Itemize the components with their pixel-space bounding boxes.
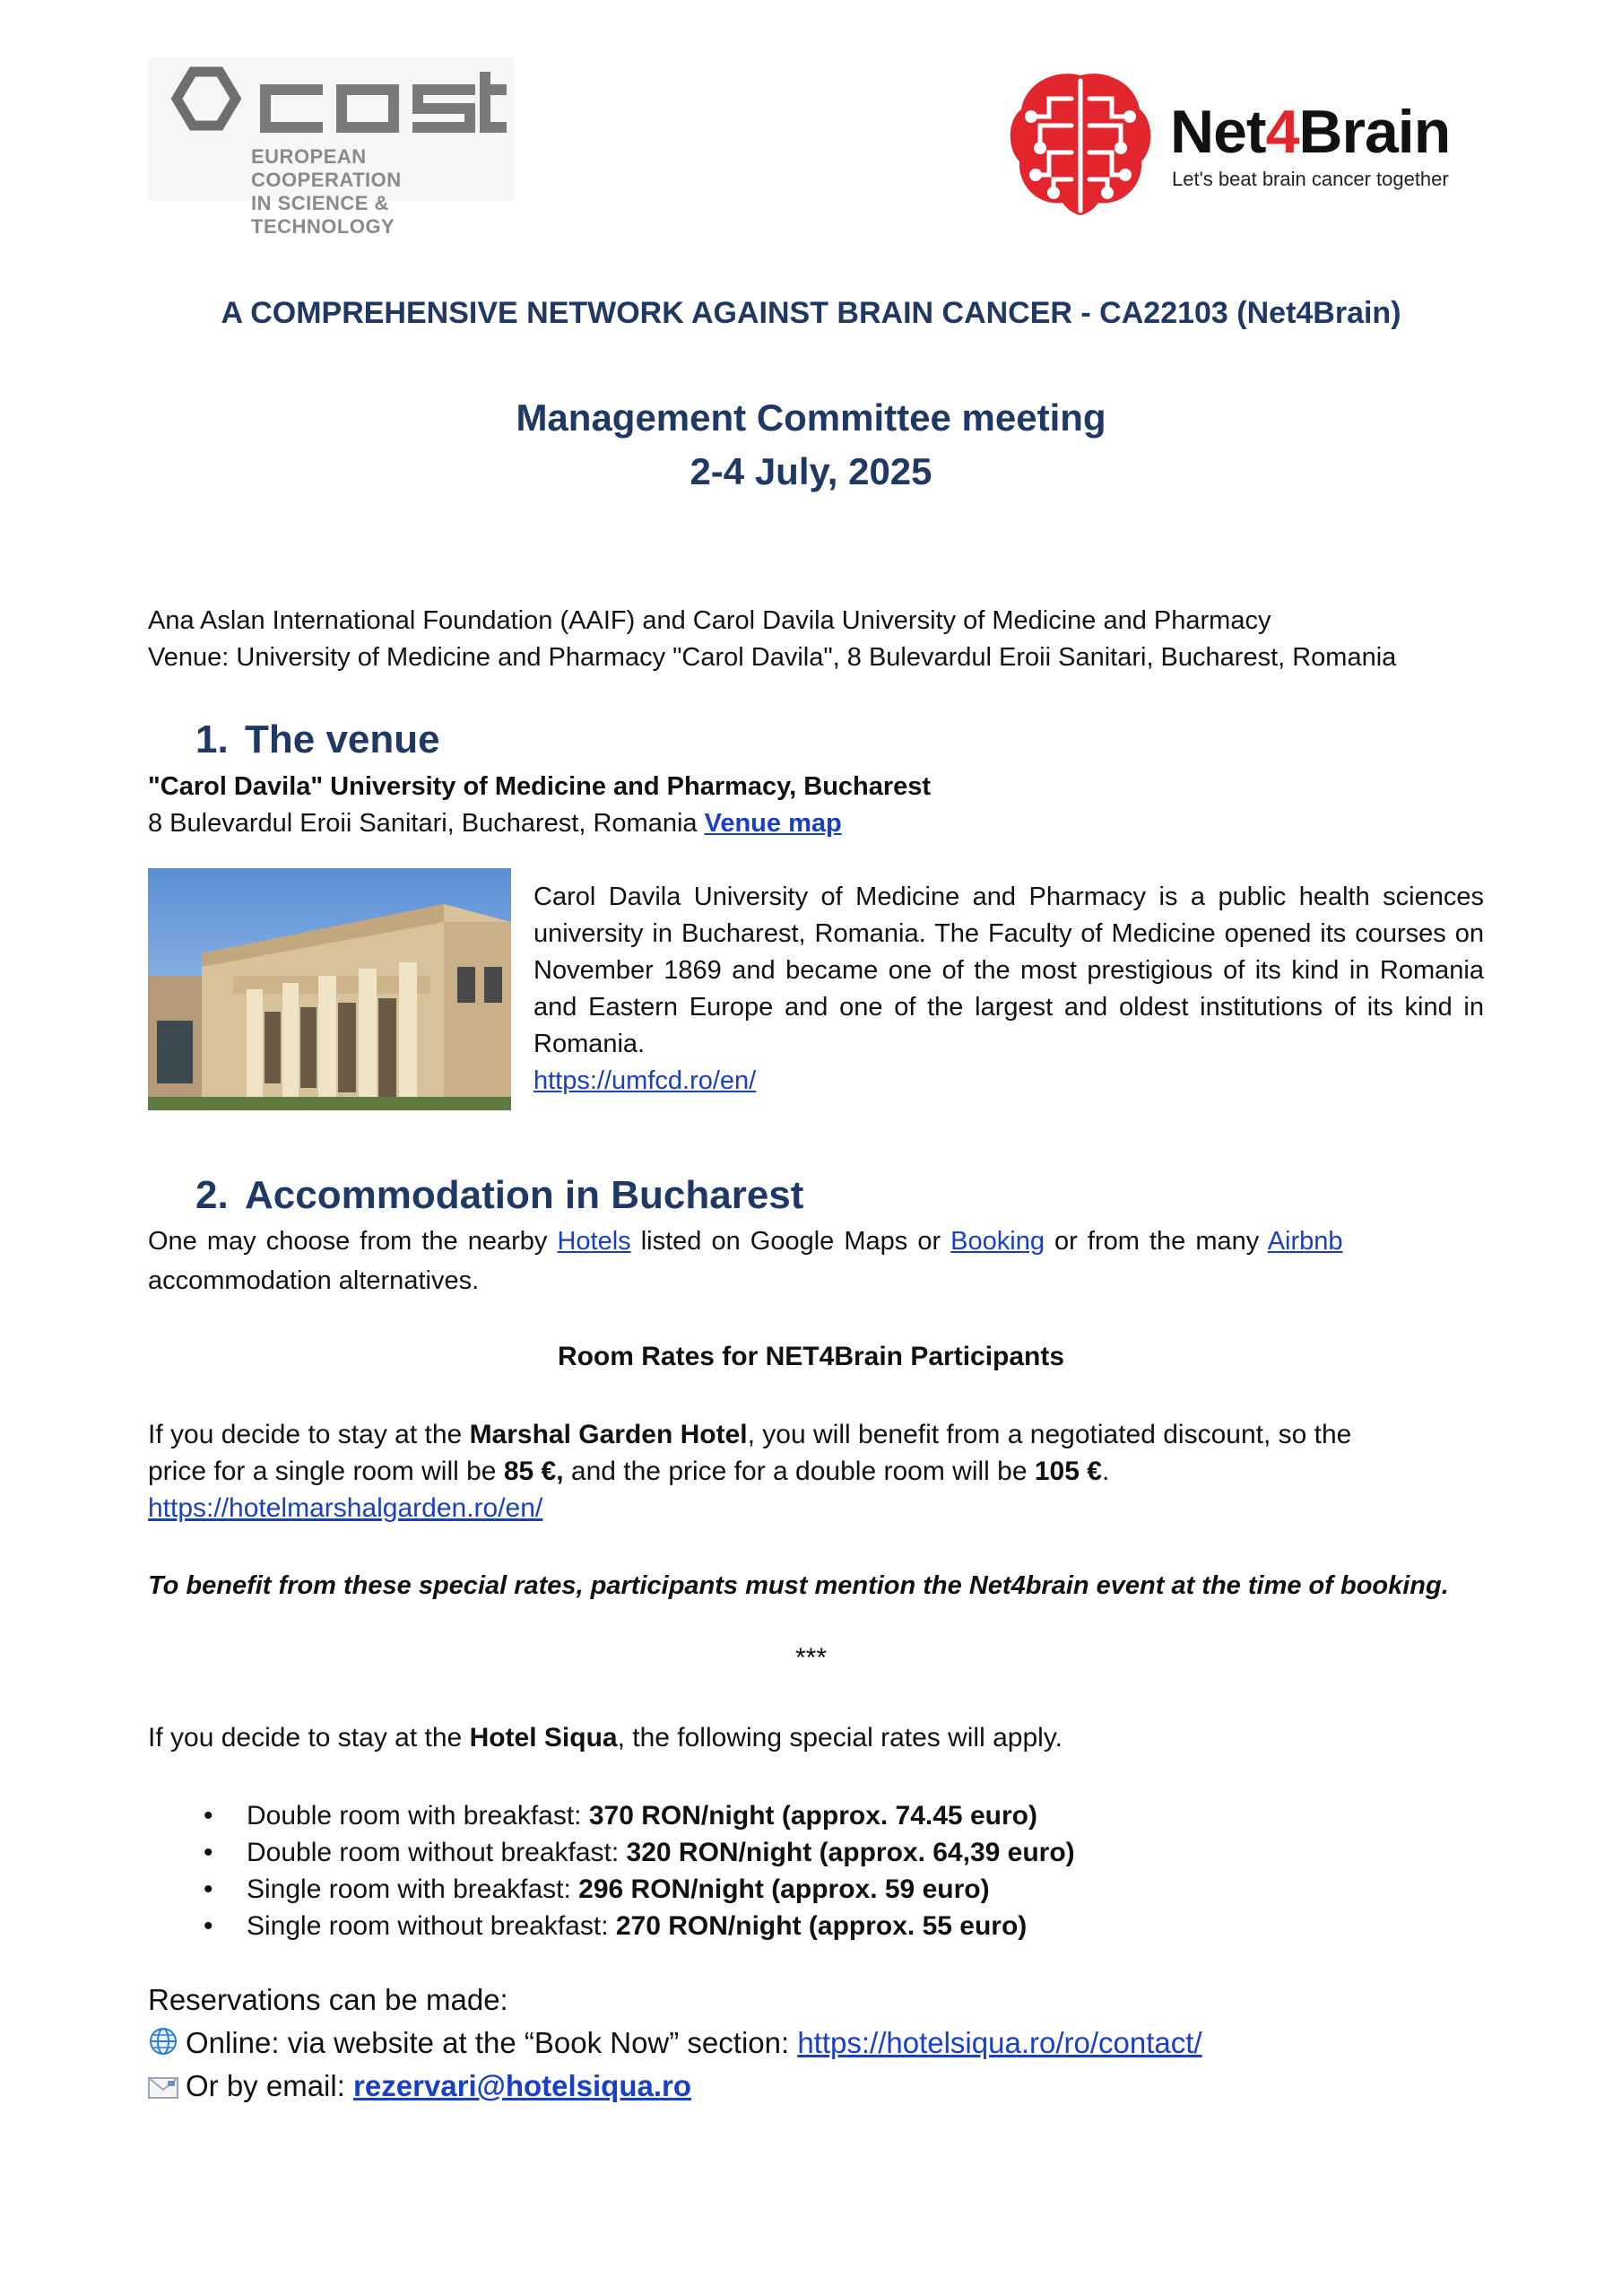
online-text: Online: via website at the “Book Now” section: [186, 2026, 798, 2059]
email-icon [148, 2076, 178, 2100]
rate-label: Single room with breakfast: [247, 1874, 579, 1904]
section-2-heading [195, 1173, 803, 1218]
meeting-title: Management Committee meeting [516, 396, 1106, 439]
marshal-text-e: . [1101, 1457, 1110, 1486]
venue-address: 8 Bulevardul Eroii Sanitari, Bucharest, Romania [148, 809, 705, 838]
cost-logo [148, 57, 514, 238]
accommodation-text-c: or from the many [1044, 1227, 1268, 1256]
globe-icon [148, 2026, 178, 2057]
net4brain-wordmark [1170, 97, 1450, 167]
list-item [148, 1908, 1075, 1944]
section-1-title: The venue [245, 718, 440, 761]
venue-name: "Carol Davila" University of Medicine and Pharmacy, Bucharest [148, 772, 932, 801]
venue-description-text: Carol Davila University of Medicine and Pharmacy is a public health sciences university in Bucharest, Romania. The Faculty of Medicine opened its courses on November 1869 and became one of the most prestigious of its kind in Romania and Eastern Europe and one of the largest and oldest institutions of its kind in Romania. [533, 883, 1484, 1058]
venue-address-line [148, 805, 842, 841]
siqua-text-a: If you decide to stay at the [148, 1723, 470, 1752]
cost-logo-icon [157, 65, 508, 145]
marshal-text-c: price for a single room will be [148, 1457, 504, 1486]
brain-circuit-icon [1000, 63, 1161, 224]
siqua-email-link[interactable]: rezervari@hotelsiqua.ro [353, 2069, 692, 2102]
rate-price: 296 RON/night (approx. 59 euro) [578, 1874, 990, 1904]
rate-label: Double room with breakfast: [247, 1801, 589, 1831]
booking-link[interactable]: Booking [950, 1227, 1045, 1256]
cost-subtitle [251, 145, 514, 239]
cost-subtitle-line-2: IN SCIENCE & TECHNOLOGY [251, 192, 395, 238]
marshal-line-2 [148, 1454, 1109, 1490]
marshal-hotel-name: Marshal Garden Hotel [469, 1420, 748, 1449]
reservations-heading: Reservations can be made: [148, 1983, 508, 2016]
action-title: A COMPREHENSIVE NETWORK AGAINST BRAIN CANCER - CA22103 (Net4Brain) [221, 296, 1401, 330]
hotels-link[interactable]: Hotels [557, 1227, 631, 1256]
accommodation-text-b: listed on Google Maps or [630, 1227, 951, 1256]
reservation-email-line [148, 2068, 691, 2104]
net4brain-tagline: Let's beat brain cancer together [1172, 168, 1449, 190]
marshal-double-price: 105 € [1034, 1457, 1102, 1486]
special-rates-note: To benefit from these special rates, participants must mention the Net4brain event at the time of booking. [148, 1571, 1449, 1600]
wordmark-4: 4 [1265, 98, 1299, 166]
meeting-dates: 2-4 July, 2025 [690, 450, 932, 492]
building-illustration [148, 868, 511, 1110]
marshal-text-b: , you will benefit from a negotiated discount, so the [747, 1420, 1352, 1449]
siqua-hotel-name: Hotel Siqua [469, 1723, 618, 1752]
marshal-line-1 [148, 1417, 1351, 1453]
rate-label: Single room without breakfast: [247, 1911, 616, 1941]
marshal-website-link[interactable]: https://hotelmarshalgarden.ro/en/ [148, 1493, 543, 1523]
rate-price: 320 RON/night (approx. 64,39 euro) [626, 1838, 1075, 1867]
venue-line: Venue: University of Medicine and Pharmacy "Carol Davila", 8 Bulevardul Eroii Sanitari, Bucharest, Romania [148, 643, 1397, 672]
marshal-single-price: 85 €, [503, 1457, 564, 1486]
net4brain-logo [1000, 63, 1502, 224]
reservation-online-line [148, 2025, 1202, 2061]
venue-description [533, 879, 1484, 1100]
marshal-url-line [148, 1491, 542, 1526]
list-item [148, 1797, 1075, 1834]
section-1-number: 1. [195, 718, 229, 761]
email-text: Or by email: [186, 2069, 354, 2102]
accommodation-text-a: One may choose from the nearby [148, 1227, 558, 1256]
rate-label: Double room without breakfast: [247, 1838, 627, 1867]
wordmark-brain: Brain [1298, 98, 1451, 166]
list-item [148, 1871, 1075, 1908]
airbnb-link[interactable]: Airbnb [1267, 1227, 1343, 1256]
section-1-heading [195, 718, 440, 762]
section-separator: *** [794, 1643, 828, 1673]
room-rates-heading: Room Rates for NET4Brain Participants [557, 1342, 1065, 1371]
cost-subtitle-line-1: EUROPEAN COOPERATION [251, 145, 402, 191]
venue-building-photo [148, 868, 511, 1110]
rate-price: 370 RON/night (approx. 74.45 euro) [588, 1801, 1037, 1831]
siqua-rates-list [148, 1797, 1075, 1944]
venue-website-link[interactable]: https://umfcd.ro/en/ [533, 1066, 757, 1095]
section-2-number: 2. [195, 1173, 229, 1217]
section-2-title: Accommodation in Bucharest [245, 1173, 804, 1217]
venue-map-link[interactable]: Venue map [704, 809, 842, 838]
siqua-text-b: , the following special rates will apply. [617, 1723, 1063, 1752]
marshal-text-d: and the price for a double room will be [563, 1457, 1035, 1486]
wordmark-net: Net [1170, 98, 1266, 166]
list-item [148, 1834, 1075, 1871]
siqua-contact-link[interactable]: https://hotelsiqua.ro/ro/contact/ [797, 2026, 1202, 2059]
accommodation-options [148, 1223, 1475, 1259]
accommodation-text-d: accommodation alternatives. [148, 1266, 480, 1295]
rate-price: 270 RON/night (approx. 55 euro) [615, 1911, 1028, 1941]
organizers-line: Ana Aslan International Foundation (AAIF) and Carol Davila University of Medicine and Pharmacy [148, 606, 1271, 635]
marshal-text-a: If you decide to stay at the [148, 1420, 470, 1449]
siqua-intro [148, 1720, 1063, 1756]
